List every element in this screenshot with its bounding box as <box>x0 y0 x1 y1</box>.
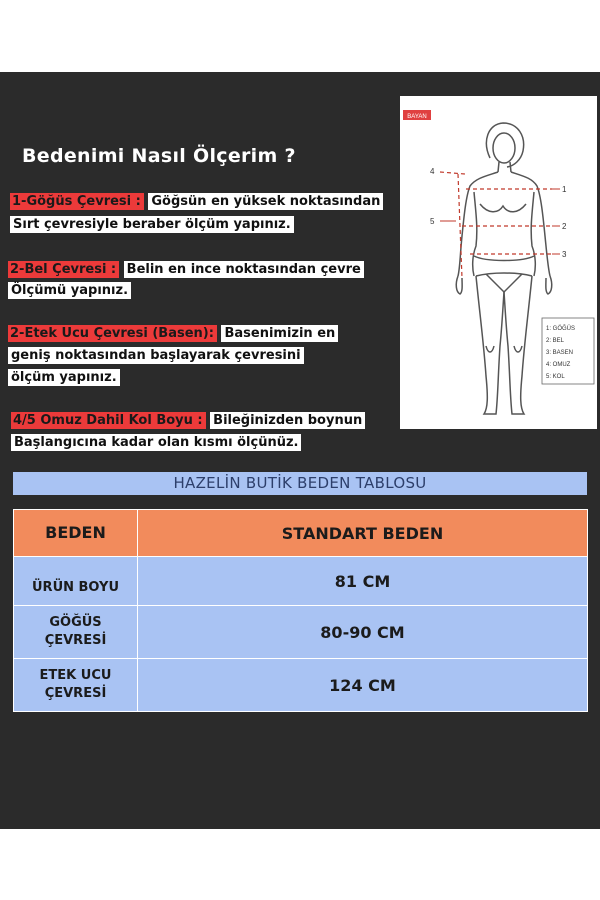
row-label <box>14 659 138 712</box>
instruction-waist-tag: 2-Bel Çevresi : <box>8 261 119 278</box>
instruction-sleeve-line2 <box>11 434 301 452</box>
instruction-sleeve-line1 <box>11 412 365 430</box>
instruction-hip-tag: 2-Etek Ucu Çevresi (Basen): <box>8 325 217 342</box>
instruction-sleeve-text2: Başlangıcına kadar olan kısmı ölçünüz. <box>11 434 301 451</box>
instruction-waist-text2: Ölçümü yapınız. <box>8 282 131 299</box>
instruction-hip-text3: ölçüm yapınız. <box>8 369 120 386</box>
row-label <box>14 557 138 606</box>
row-label-line2: ÇEVRESİ <box>44 686 107 701</box>
figure-number-1: 1 <box>562 185 567 194</box>
page-title: Bedenimi Nasıl Ölçerim ? <box>22 145 296 167</box>
row-label-line1: ÜRÜN BOYU <box>32 580 119 595</box>
instruction-chest-tag: 1-Göğüs Çevresi : <box>10 193 144 210</box>
instruction-sleeve-tag: 4/5 Omuz Dahil Kol Boyu : <box>11 412 206 429</box>
instruction-waist-line1 <box>8 261 364 279</box>
row-label <box>14 606 138 659</box>
legend-item-2: 2: BEL <box>546 338 565 344</box>
figure-number-3: 3 <box>562 250 567 259</box>
legend-item-1: 1: GÖĞÜS <box>546 326 576 332</box>
size-table-title: HAZELİN BUTİK BEDEN TABLOSU <box>13 472 587 495</box>
instruction-hip-text2: geniş noktasından başlayarak çevresini <box>8 347 304 364</box>
instruction-waist-text: Belin en ince noktasından çevre <box>124 261 364 278</box>
legend-item-5: 5: KOL <box>546 374 565 380</box>
instruction-chest-text: Göğsün en yüksek noktasından <box>148 193 383 210</box>
header-size: BEDEN <box>14 510 138 557</box>
header-standard-size: STANDART BEDEN <box>138 510 588 557</box>
legend-item-4: 4: OMUZ <box>546 362 571 368</box>
instruction-waist-line2 <box>8 282 131 300</box>
instruction-hip-line2 <box>8 347 304 365</box>
table-row <box>14 606 588 659</box>
figure-number-2: 2 <box>562 222 567 231</box>
row-value: 81 CM <box>138 557 588 606</box>
body-outline-illustration <box>400 96 597 429</box>
figure-number-4: 4 <box>430 167 435 176</box>
size-table-header <box>14 510 588 557</box>
instruction-chest-line1 <box>10 193 383 211</box>
figure-badge: BAYAN <box>407 114 427 120</box>
instruction-hip-text: Basenimizin en <box>221 325 338 342</box>
figure-number-5: 5 <box>430 217 435 226</box>
legend-item-3: 3: BASEN <box>546 350 574 356</box>
row-value: 124 CM <box>138 659 588 712</box>
table-row <box>14 557 588 606</box>
measurement-figure <box>400 96 597 429</box>
instruction-hip-line1 <box>8 325 338 343</box>
row-label-line2: ÇEVRESİ <box>44 633 107 648</box>
instruction-chest-text2: Sırt çevresiyle beraber ölçüm yapınız. <box>10 216 294 233</box>
table-row <box>14 659 588 712</box>
instruction-hip-line3 <box>8 369 120 387</box>
row-label-line1: GÖĞÜS <box>49 615 102 630</box>
size-table <box>13 509 588 712</box>
row-label-line1: ETEK UCU <box>39 668 112 683</box>
instruction-sleeve-text: Bileğinizden boynun <box>210 412 365 429</box>
row-value: 80-90 CM <box>138 606 588 659</box>
instruction-chest-line2 <box>10 216 294 234</box>
